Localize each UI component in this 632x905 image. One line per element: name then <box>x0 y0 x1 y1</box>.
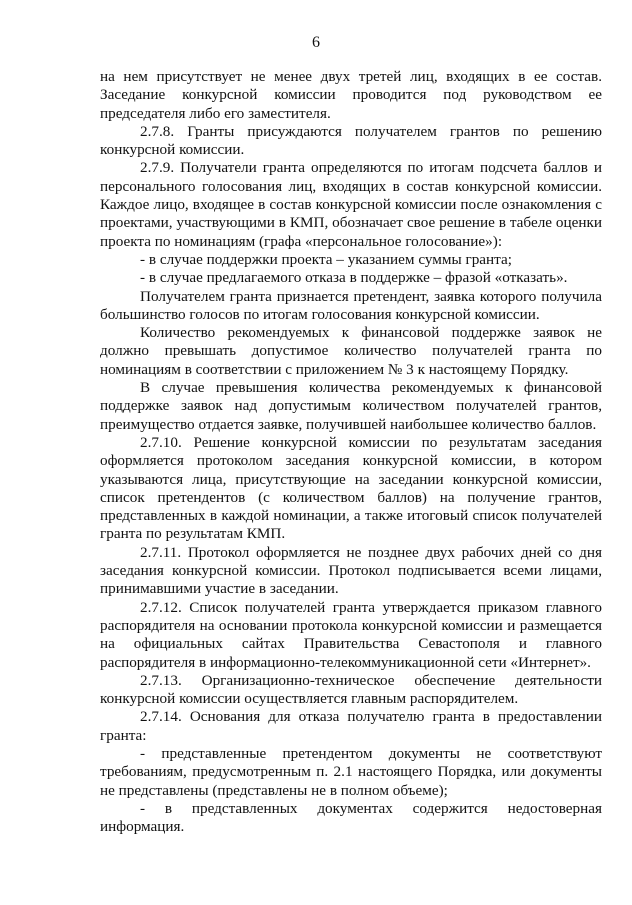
list-item-support: - в случае поддержки проекта – указанием суммы гранта; <box>140 250 512 268</box>
paragraph-excess: В случае превышения количества рекомендуемых к финансовой поддержке заявок над допустимым количеством получателей грантов, преимущество отдается заявке, получившей наибольшее количество баллов. <box>100 379 602 433</box>
paragraph-recommended-count: Количество рекомендуемых к финансовой поддержке заявок не должно превышать допустимое количество получателей гранта по номинациям в соответствии с приложением № 3 к настоящему Порядку. <box>100 324 602 378</box>
page-number: 6 <box>312 34 320 51</box>
list-item-refusal: - в случае предлагаемого отказа в поддержке – фразой «отказать». <box>140 269 568 287</box>
paragraph-2-7-13: 2.7.13. Организационно-техническое обеспечение деятельности конкурсной комиссии осуществляется главным распорядителем. <box>100 671 602 708</box>
paragraph-continuation: на нем присутствует не менее двух третей лиц, входящих в ее состав. Заседание конкурсной комиссии проводится под руководством ее председателя либо его заместителя. <box>100 68 602 122</box>
paragraph-2-7-11: 2.7.11. Протокол оформляется не позднее двух рабочих дней со дня заседания конкурсной комиссии. Протокол подписывается всеми лицами, принимавшими участие в заседании. <box>100 543 602 598</box>
list-item-documents: - представленные претендентом документы не соответствуют требованиям, предусмотренным п. 2.1 настоящего Порядка, или документы не представлены (представлены не в полном объеме); <box>100 744 602 799</box>
paragraph-2-7-9: 2.7.9. Получатели гранта определяются по итогам подсчета баллов и персонального голосования лиц, входящих в состав конкурсной комиссии. Каждое лицо, входящее в состав конкурсной комиссии после ознакомления с проектами, участвующими в КМП, обозначает свое решение в табеле оценки проекта по номинациям (графа «персональное голосование»): <box>100 159 602 250</box>
paragraph-2-7-12: 2.7.12. Список получателей гранта утверждается приказом главного распорядителя на основании протокола конкурсной комиссии и размещается на официальных сайтах Правительства Севастополя и главного распорядителя в информационно-телекоммуникационной сети «Интернет». <box>100 598 602 671</box>
paragraph-2-7-8: 2.7.8. Гранты присуждаются получателем грантов по решению конкурсной комиссии. <box>100 122 602 159</box>
list-item-false-info: - в представленных документах содержится недостоверная информация. <box>100 799 602 836</box>
paragraph-2-7-10: 2.7.10. Решение конкурсной комиссии по результатам заседания оформляется протоколом заседания конкурсной комиссии, в котором указываются лица, присутствующие на заседании конкурсной комиссии, список претендентов (с количеством баллов) на получение грантов, представленных в каждой номинации, а также итоговый список получателей гранта по результатам КМП. <box>100 433 602 543</box>
paragraph-2-7-14: 2.7.14. Основания для отказа получателю гранта в предоставлении гранта: <box>100 708 602 744</box>
document-body <box>100 68 602 836</box>
paragraph-grant-recipient: Получателем гранта признается претендент, заявка которого получила большинство голосов по итогам голосования конкурсной комиссии. <box>100 287 602 323</box>
